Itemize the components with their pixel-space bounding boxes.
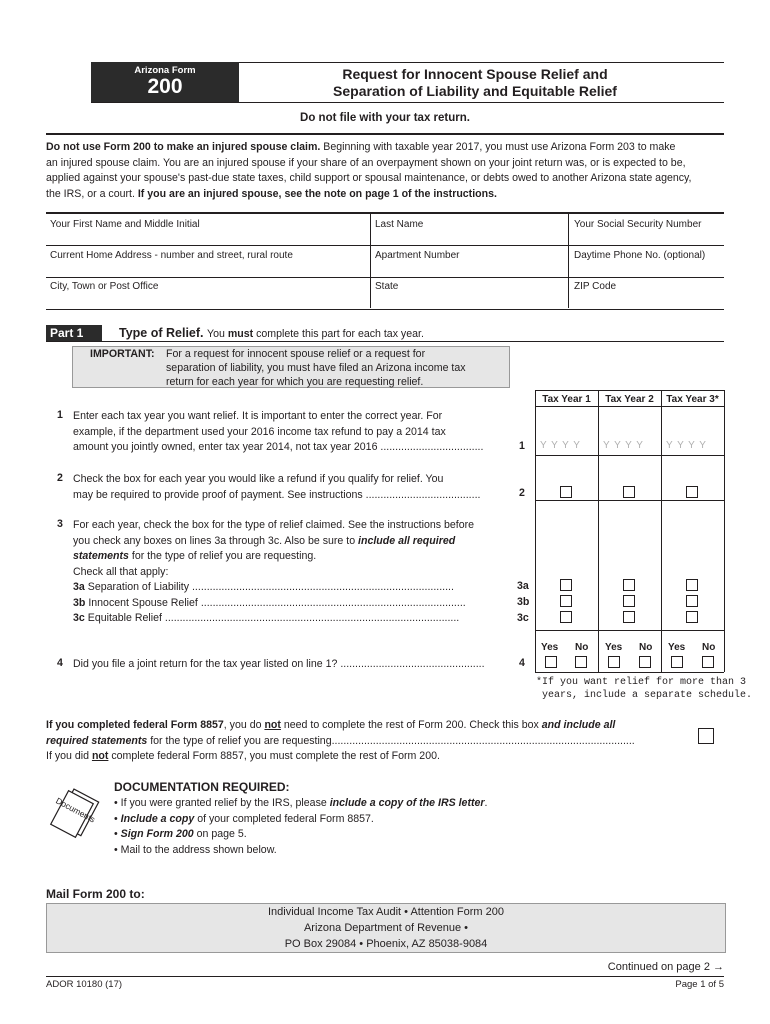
doc-b1-end: . <box>484 797 488 809</box>
line3c-label: 3c <box>73 612 85 624</box>
doc-b4: • Mail to the address shown below. <box>114 843 277 856</box>
line3a-checkbox-year3[interactable] <box>686 579 698 591</box>
line3-text <box>73 518 513 580</box>
col-tax-year-1: Tax Year 1 <box>542 394 591 405</box>
continued-link[interactable]: Continued on page 2 → <box>607 961 724 973</box>
line3a-text: Separation of Liability ......................................................................................... <box>87 581 454 593</box>
schedule-note <box>536 676 752 702</box>
federal-b-bold: required statements <box>46 734 148 747</box>
doc-b3-rest: on page 5. <box>193 828 247 840</box>
field-divider-1 <box>370 214 371 308</box>
line4-yes-year3[interactable] <box>671 656 683 668</box>
col-tax-year-3: Tax Year 3* <box>666 394 719 405</box>
page-number: Page 1 of 5 <box>675 979 724 990</box>
line3-b: you check any boxes on lines 3a through 3c. Also be sure to <box>73 534 359 547</box>
mail-line-2: Arizona Department of Revenue • <box>303 922 469 934</box>
part1-heading <box>119 326 424 340</box>
line3a-checkbox-year2[interactable] <box>623 579 635 591</box>
city-field[interactable]: City, Town or Post Office <box>50 281 159 292</box>
intro-line4-start: the IRS, or a court. <box>46 187 138 200</box>
no-label-2: No <box>639 642 653 653</box>
tax-year-3-input[interactable]: Y Y Y Y <box>666 440 707 451</box>
form-number-box <box>91 62 239 102</box>
tax-year-1-input[interactable]: Y Y Y Y <box>540 440 581 451</box>
line3c-checkbox-year3[interactable] <box>686 611 698 623</box>
phone-field[interactable]: Daytime Phone No. (optional) <box>574 250 706 261</box>
federal-a-not: not <box>264 719 281 731</box>
line4-number: 4 <box>57 657 63 669</box>
fields-top-rule <box>46 212 724 214</box>
yes-label-2: Yes <box>605 642 623 653</box>
yes-label-3: Yes <box>668 642 686 653</box>
important-line-1: For a request for innocent spouse relief or a request for <box>166 348 426 360</box>
tax-year-2-input[interactable]: Y Y Y Y <box>603 440 644 451</box>
important-line-2: separation of liability, you must have filed an Arizona income tax <box>166 362 466 374</box>
part1-rule <box>46 341 724 342</box>
line4-yes-year2[interactable] <box>608 656 620 668</box>
line4-yes-year1[interactable] <box>545 656 557 668</box>
header-bottom-rule <box>91 102 724 103</box>
col-tax-year-2: Tax Year 2 <box>605 394 654 405</box>
header-rule <box>239 62 724 63</box>
state-field[interactable]: State <box>375 281 399 292</box>
row-rule-2 <box>535 500 724 501</box>
row-rule-1 <box>535 455 724 456</box>
subtitle: Do not file with your tax return. <box>300 112 470 124</box>
line3-sublines <box>73 580 513 627</box>
intro-line4-bold: If you are an injured spouse, see the note on page 1 of the instructions. <box>137 187 497 200</box>
col-line-4 <box>724 390 725 672</box>
title-line-1: Request for Innocent Spouse Relief and <box>342 66 608 82</box>
form-title <box>240 66 710 100</box>
line3-c-bold: statements <box>73 550 129 562</box>
federal-a-mid: , you do <box>223 719 265 731</box>
line1-text <box>73 409 513 456</box>
schedule-note-b: years, include a separate schedule. <box>542 690 753 701</box>
line1-a: Enter each tax year you want relief. It is important to enter the correct year. For <box>73 410 443 422</box>
federal-8857-checkbox[interactable] <box>698 728 714 744</box>
line4-no-year2[interactable] <box>639 656 651 668</box>
schedule-note-a: *If you want relief for more than 3 <box>536 677 747 688</box>
intro-line1-rest: Beginning with taxable year 2017, you must use Arizona Form 203 to make <box>320 141 676 153</box>
line3-d: Check all that apply: <box>73 565 169 578</box>
important-box <box>72 346 510 388</box>
line3b-label: 3b <box>73 596 86 609</box>
line3-a: For each year, check the box for the type of relief claimed. See the instructions before <box>73 519 475 531</box>
row-rule-4 <box>535 672 724 673</box>
line3b-text: Innocent Spouse Relief .......................................................................................... <box>88 596 466 609</box>
col-top-rule <box>535 390 724 391</box>
doc-b3-bold: Sign Form 200 <box>120 828 194 840</box>
title-line-2: Separation of Liability and Equitable Relief <box>333 83 617 99</box>
federal-c-start: If you did <box>46 750 92 762</box>
line1-b: example, if the department used your 2016 income tax refund to pay a 2014 tax <box>73 425 446 438</box>
intro-top-rule <box>46 133 724 135</box>
field-divider-2 <box>568 214 569 308</box>
line2-checkbox-year1[interactable] <box>560 486 572 498</box>
line4-no-year1[interactable] <box>575 656 587 668</box>
col-header-rule <box>535 406 724 407</box>
documentation-heading: DOCUMENTATION REQUIRED: <box>114 780 290 794</box>
line4-no-year3[interactable] <box>702 656 714 668</box>
line3b-checkbox-year3[interactable] <box>686 595 698 607</box>
address-field[interactable]: Current Home Address - number and street, rural route <box>50 250 293 261</box>
important-label: IMPORTANT: <box>90 348 155 360</box>
documentation-list: • If you were granted relief by the IRS, please include a copy of the IRS letter. • Include a copy of your completed federal Form 8857. • Sign Form 200 on page 5. • Mail to the address shown below. <box>114 796 634 858</box>
field-row-rule-3 <box>46 309 724 310</box>
line2-number: 2 <box>57 472 63 484</box>
form-label: Arizona Form <box>134 65 196 76</box>
federal-c-rest: complete federal Form 8857, you must complete the rest of Form 200. <box>108 750 440 762</box>
mail-line-3: PO Box 29084 • Phoenix, AZ 85038-9084 <box>284 938 488 950</box>
line2-checkbox-year3[interactable] <box>686 486 698 498</box>
mail-line-1: Individual Income Tax Audit • Attention Form 200 <box>267 906 504 918</box>
line3c-ref: 3c <box>517 612 529 624</box>
line2-checkbox-year2[interactable] <box>623 486 635 498</box>
doc-b2-rest: of your completed federal Form 8857. <box>194 812 374 825</box>
last-name-field[interactable]: Last Name <box>375 219 424 230</box>
part-1-tag: Part 1 <box>46 325 102 341</box>
line3b-checkbox-year2[interactable] <box>623 595 635 607</box>
no-label-1: No <box>575 642 589 653</box>
doc-b2-bold: Include a copy <box>120 812 195 825</box>
important-line-3: return for each year for which you are requesting relief. <box>166 376 424 388</box>
line3a-label: 3a <box>73 581 85 593</box>
line3b-checkbox-year1[interactable] <box>560 595 572 607</box>
federal-c-not: not <box>91 750 109 762</box>
field-row-rule-1 <box>46 245 724 246</box>
line1-c: amount you jointly owned, enter tax year 2014, not tax year 2016 ................................... <box>73 441 484 453</box>
first-name-field[interactable]: Your First Name and Middle Initial <box>50 219 200 230</box>
yes-label-1: Yes <box>541 642 559 653</box>
intro-line3: applied against your spouse's past-due state taxes, child support or spousal maintenance, or debts owed to another Arizona state agency, <box>46 172 692 184</box>
doc-b1-bold: include a copy of the IRS letter <box>329 797 485 809</box>
field-row-rule-2 <box>46 277 724 278</box>
mail-heading: Mail Form 200 to: <box>46 887 145 901</box>
federal-b-rest: for the type of relief you are requesting....................................................................................................... <box>147 734 635 747</box>
form-id: ADOR 10180 (17) <box>46 979 123 990</box>
documents-icon-label: Documents <box>54 795 97 825</box>
intro-bold-lead: Do not use Form 200 to make an injured spouse claim. <box>46 141 321 153</box>
doc-b1-start: • If you were granted relief by the IRS, please <box>114 797 330 809</box>
line1-ref: 1 <box>519 440 525 452</box>
line3c-checkbox-year2[interactable] <box>623 611 635 623</box>
federal-8857-paragraph <box>46 718 686 765</box>
line3b-ref: 3b <box>517 596 530 608</box>
documents-icon <box>48 787 100 839</box>
intro-line2: an injured spouse claim. You are an injured spouse if your share of an overpayment shown on your joint return was, or is expected to be, <box>46 156 686 169</box>
line3a-checkbox-year1[interactable] <box>560 579 572 591</box>
line3-number: 3 <box>57 518 63 530</box>
line2-a: Check the box for each year you would like a refund if you qualify for relief. You <box>73 473 444 485</box>
row-rule-3 <box>535 630 724 631</box>
mailing-address-box <box>46 903 726 953</box>
federal-a-rest: need to complete the rest of Form 200. Check this box <box>280 719 542 731</box>
line4-ref: 4 <box>519 657 525 669</box>
part1-instr-end: complete this part for each tax year. <box>253 328 424 340</box>
apartment-field[interactable]: Apartment Number <box>375 250 460 261</box>
line2-b: may be required to provide proof of payment. See instructions ....................................... <box>73 488 481 501</box>
line3-c: for the type of relief you are requesting. <box>128 550 317 562</box>
line2-text <box>73 472 513 503</box>
line2-ref: 2 <box>519 487 525 499</box>
form-number: 200 <box>147 75 183 98</box>
federal-a-bold2: and include all <box>541 719 616 731</box>
footer-rule <box>46 976 724 977</box>
intro-paragraph <box>46 140 726 202</box>
part1-title: Type of Relief. <box>119 326 204 340</box>
federal-a-bold: If you completed federal Form 8857 <box>46 719 224 731</box>
line3-b-bold: include all required <box>358 534 456 547</box>
line3c-checkbox-year1[interactable] <box>560 611 572 623</box>
line3c-text: Equitable Relief .................................................................................................... <box>87 612 460 624</box>
line4-text: Did you file a joint return for the tax year listed on line 1? ................................................. <box>73 658 485 670</box>
line3a-ref: 3a <box>517 580 529 592</box>
ssn-field[interactable]: Your Social Security Number <box>574 219 702 230</box>
part1-instr-bold: must <box>227 328 254 340</box>
no-label-3: No <box>702 642 716 653</box>
part1-instr-start: You <box>207 328 228 340</box>
line1-number: 1 <box>57 409 63 421</box>
zip-field[interactable]: ZIP Code <box>574 281 617 292</box>
